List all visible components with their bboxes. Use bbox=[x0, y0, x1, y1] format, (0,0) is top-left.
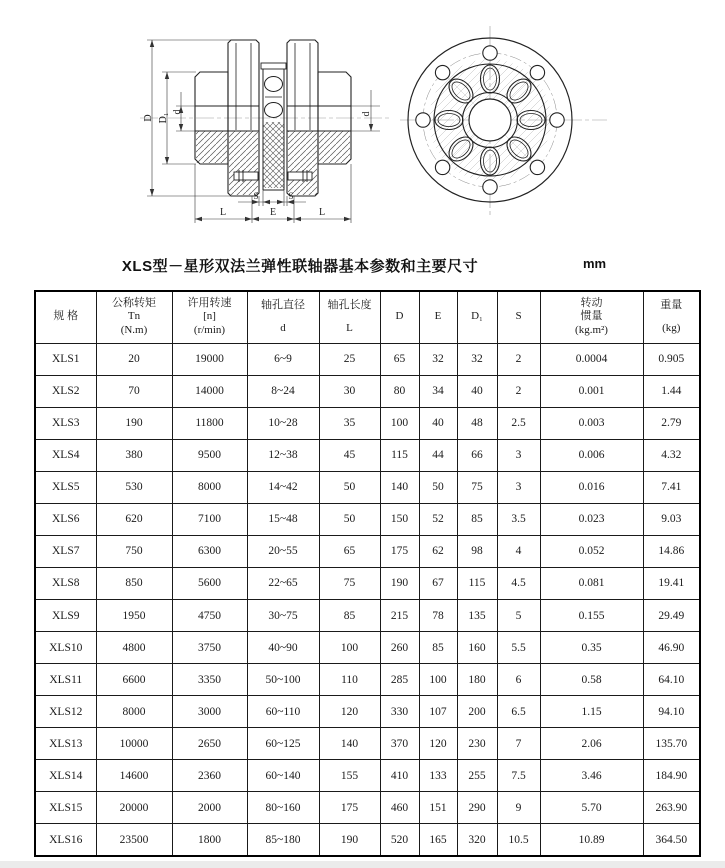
value-cell: 8000 bbox=[96, 696, 172, 728]
value-cell: 65 bbox=[319, 535, 380, 567]
column-header: 轴孔长度 L bbox=[319, 291, 380, 343]
value-cell: 255 bbox=[457, 760, 497, 792]
spec-cell: XLS4 bbox=[35, 439, 96, 471]
value-cell: 6~9 bbox=[247, 343, 319, 375]
value-cell: 10000 bbox=[96, 728, 172, 760]
value-cell: 133 bbox=[419, 760, 457, 792]
value-cell: 35 bbox=[319, 407, 380, 439]
value-cell: 45 bbox=[319, 439, 380, 471]
value-cell: 40 bbox=[419, 407, 457, 439]
table-row bbox=[35, 792, 700, 824]
value-cell: 12~38 bbox=[247, 439, 319, 471]
value-cell: 8000 bbox=[172, 471, 247, 503]
value-cell: 10~28 bbox=[247, 407, 319, 439]
value-cell: 0.155 bbox=[540, 600, 643, 632]
value-cell: 4800 bbox=[96, 632, 172, 664]
value-cell: 290 bbox=[457, 792, 497, 824]
table-row bbox=[35, 632, 700, 664]
value-cell: 40~90 bbox=[247, 632, 319, 664]
value-cell: 135 bbox=[457, 600, 497, 632]
value-cell: 80~160 bbox=[247, 792, 319, 824]
value-cell: 7100 bbox=[172, 503, 247, 535]
spec-cell: XLS9 bbox=[35, 600, 96, 632]
value-cell: 100 bbox=[419, 664, 457, 696]
front-view bbox=[400, 26, 607, 216]
value-cell: 2 bbox=[497, 343, 540, 375]
value-cell: 0.58 bbox=[540, 664, 643, 696]
value-cell: 20000 bbox=[96, 792, 172, 824]
page-title: XLS型－星形双法兰弹性联轴器基本参数和主要尺寸 bbox=[121, 258, 479, 275]
value-cell: 530 bbox=[96, 471, 172, 503]
dim-label-E: E bbox=[269, 207, 277, 218]
value-cell: 10.89 bbox=[540, 824, 643, 856]
value-cell: 2.79 bbox=[643, 407, 700, 439]
value-cell: 60~110 bbox=[247, 696, 319, 728]
value-cell: 7.5 bbox=[497, 760, 540, 792]
dim-label-S-left: S bbox=[253, 191, 259, 201]
value-cell: 215 bbox=[380, 600, 419, 632]
value-cell: 66 bbox=[457, 439, 497, 471]
value-cell: 1800 bbox=[172, 824, 247, 856]
column-header: D bbox=[380, 291, 419, 343]
value-cell: 460 bbox=[380, 792, 419, 824]
table-row bbox=[35, 407, 700, 439]
value-cell: 175 bbox=[380, 535, 419, 567]
value-cell: 120 bbox=[319, 696, 380, 728]
value-cell: 190 bbox=[96, 407, 172, 439]
value-cell: 0.023 bbox=[540, 503, 643, 535]
value-cell: 4.32 bbox=[643, 439, 700, 471]
value-cell: 85~180 bbox=[247, 824, 319, 856]
value-cell: 5.70 bbox=[540, 792, 643, 824]
value-cell: 620 bbox=[96, 503, 172, 535]
value-cell: 4 bbox=[497, 535, 540, 567]
spec-cell: XLS5 bbox=[35, 471, 96, 503]
value-cell: 75 bbox=[319, 567, 380, 599]
value-cell: 22~65 bbox=[247, 567, 319, 599]
value-cell: 14600 bbox=[96, 760, 172, 792]
value-cell: 25 bbox=[319, 343, 380, 375]
value-cell: 175 bbox=[319, 792, 380, 824]
table-header-row bbox=[35, 291, 700, 343]
table-row bbox=[35, 728, 700, 760]
table-row bbox=[35, 567, 700, 599]
spec-cell: XLS7 bbox=[35, 535, 96, 567]
value-cell: 5600 bbox=[172, 567, 247, 599]
value-cell: 520 bbox=[380, 824, 419, 856]
value-cell: 151 bbox=[419, 792, 457, 824]
spec-cell: XLS11 bbox=[35, 664, 96, 696]
value-cell: 23500 bbox=[96, 824, 172, 856]
spec-table bbox=[34, 290, 701, 857]
value-cell: 6.5 bbox=[497, 696, 540, 728]
spec-cell: XLS1 bbox=[35, 343, 96, 375]
table-row bbox=[35, 375, 700, 407]
value-cell: 14~42 bbox=[247, 471, 319, 503]
value-cell: 3 bbox=[497, 439, 540, 471]
value-cell: 2000 bbox=[172, 792, 247, 824]
column-header: 许用转速 [n] (r/min) bbox=[172, 291, 247, 343]
dim-label-d-right: d bbox=[361, 111, 372, 117]
value-cell: 20 bbox=[96, 343, 172, 375]
value-cell: 3 bbox=[497, 471, 540, 503]
value-cell: 110 bbox=[319, 664, 380, 696]
value-cell: 285 bbox=[380, 664, 419, 696]
value-cell: 330 bbox=[380, 696, 419, 728]
value-cell: 50 bbox=[319, 503, 380, 535]
value-cell: 34 bbox=[419, 375, 457, 407]
value-cell: 9500 bbox=[172, 439, 247, 471]
value-cell: 1.44 bbox=[643, 375, 700, 407]
technical-drawing bbox=[0, 0, 725, 250]
value-cell: 0.006 bbox=[540, 439, 643, 471]
dim-label-S-right: S bbox=[288, 191, 294, 201]
value-cell: 60~140 bbox=[247, 760, 319, 792]
value-cell: 2.06 bbox=[540, 728, 643, 760]
spec-cell: XLS2 bbox=[35, 375, 96, 407]
value-cell: 10.5 bbox=[497, 824, 540, 856]
value-cell: 230 bbox=[457, 728, 497, 760]
value-cell: 115 bbox=[457, 567, 497, 599]
value-cell: 2650 bbox=[172, 728, 247, 760]
table-row bbox=[35, 439, 700, 471]
spec-cell: XLS15 bbox=[35, 792, 96, 824]
value-cell: 190 bbox=[319, 824, 380, 856]
value-cell: 15~48 bbox=[247, 503, 319, 535]
value-cell: 14.86 bbox=[643, 535, 700, 567]
column-header: 重量 (kg) bbox=[643, 291, 700, 343]
value-cell: 0.016 bbox=[540, 471, 643, 503]
value-cell: 60~125 bbox=[247, 728, 319, 760]
table-row bbox=[35, 664, 700, 696]
value-cell: 1.15 bbox=[540, 696, 643, 728]
dim-label-d-left: d bbox=[172, 109, 183, 115]
value-cell: 6 bbox=[497, 664, 540, 696]
value-cell: 100 bbox=[319, 632, 380, 664]
value-cell: 6600 bbox=[96, 664, 172, 696]
value-cell: 364.50 bbox=[643, 824, 700, 856]
value-cell: 184.90 bbox=[643, 760, 700, 792]
column-header: 转动 惯量 (kg.m²) bbox=[540, 291, 643, 343]
value-cell: 75 bbox=[457, 471, 497, 503]
spec-cell: XLS10 bbox=[35, 632, 96, 664]
cross-section-view bbox=[140, 40, 390, 223]
value-cell: 1950 bbox=[96, 600, 172, 632]
spec-cell: XLS14 bbox=[35, 760, 96, 792]
value-cell: 5 bbox=[497, 600, 540, 632]
column-header: 规 格 bbox=[35, 291, 96, 343]
value-cell: 370 bbox=[380, 728, 419, 760]
value-cell: 0.35 bbox=[540, 632, 643, 664]
value-cell: 850 bbox=[96, 567, 172, 599]
value-cell: 48 bbox=[457, 407, 497, 439]
value-cell: 9.03 bbox=[643, 503, 700, 535]
value-cell: 62 bbox=[419, 535, 457, 567]
value-cell: 30 bbox=[319, 375, 380, 407]
value-cell: 29.49 bbox=[643, 600, 700, 632]
value-cell: 50 bbox=[319, 471, 380, 503]
value-cell: 50~100 bbox=[247, 664, 319, 696]
value-cell: 190 bbox=[380, 567, 419, 599]
value-cell: 0.081 bbox=[540, 567, 643, 599]
column-header: S bbox=[497, 291, 540, 343]
column-header: E bbox=[419, 291, 457, 343]
value-cell: 3.46 bbox=[540, 760, 643, 792]
value-cell: 94.10 bbox=[643, 696, 700, 728]
dim-label-L-right: L bbox=[318, 207, 326, 218]
value-cell: 0.001 bbox=[540, 375, 643, 407]
value-cell: 19.41 bbox=[643, 567, 700, 599]
value-cell: 180 bbox=[457, 664, 497, 696]
column-header: D₁ bbox=[457, 291, 497, 343]
value-cell: 6300 bbox=[172, 535, 247, 567]
value-cell: 115 bbox=[380, 439, 419, 471]
value-cell: 32 bbox=[419, 343, 457, 375]
value-cell: 2.5 bbox=[497, 407, 540, 439]
table-row bbox=[35, 535, 700, 567]
spec-cell: XLS16 bbox=[35, 824, 96, 856]
value-cell: 165 bbox=[419, 824, 457, 856]
value-cell: 52 bbox=[419, 503, 457, 535]
column-header: 轴孔直径 d bbox=[247, 291, 319, 343]
value-cell: 30~75 bbox=[247, 600, 319, 632]
value-cell: 3.5 bbox=[497, 503, 540, 535]
value-cell: 100 bbox=[380, 407, 419, 439]
value-cell: 19000 bbox=[172, 343, 247, 375]
value-cell: 85 bbox=[319, 600, 380, 632]
value-cell: 64.10 bbox=[643, 664, 700, 696]
unit-label: mm bbox=[583, 256, 607, 271]
value-cell: 2360 bbox=[172, 760, 247, 792]
value-cell: 4750 bbox=[172, 600, 247, 632]
value-cell: 260 bbox=[380, 632, 419, 664]
value-cell: 46.90 bbox=[643, 632, 700, 664]
value-cell: 11800 bbox=[172, 407, 247, 439]
value-cell: 140 bbox=[380, 471, 419, 503]
table-body bbox=[35, 343, 700, 856]
value-cell: 78 bbox=[419, 600, 457, 632]
value-cell: 200 bbox=[457, 696, 497, 728]
value-cell: 120 bbox=[419, 728, 457, 760]
value-cell: 50 bbox=[419, 471, 457, 503]
spec-cell: XLS6 bbox=[35, 503, 96, 535]
value-cell: 7.41 bbox=[643, 471, 700, 503]
table-row bbox=[35, 696, 700, 728]
value-cell: 85 bbox=[419, 632, 457, 664]
value-cell: 0.0004 bbox=[540, 343, 643, 375]
value-cell: 0.003 bbox=[540, 407, 643, 439]
value-cell: 135.70 bbox=[643, 728, 700, 760]
value-cell: 320 bbox=[457, 824, 497, 856]
value-cell: 67 bbox=[419, 567, 457, 599]
table-row bbox=[35, 600, 700, 632]
value-cell: 85 bbox=[457, 503, 497, 535]
value-cell: 107 bbox=[419, 696, 457, 728]
dim-label-L-left: L bbox=[219, 207, 227, 218]
table-row bbox=[35, 503, 700, 535]
value-cell: 9 bbox=[497, 792, 540, 824]
value-cell: 14000 bbox=[172, 375, 247, 407]
value-cell: 0.905 bbox=[643, 343, 700, 375]
bottom-strip bbox=[0, 861, 725, 868]
value-cell: 380 bbox=[96, 439, 172, 471]
spec-cell: XLS13 bbox=[35, 728, 96, 760]
value-cell: 3750 bbox=[172, 632, 247, 664]
dim-label-D1: D₁ bbox=[158, 112, 169, 124]
value-cell: 8~24 bbox=[247, 375, 319, 407]
value-cell: 140 bbox=[319, 728, 380, 760]
value-cell: 3000 bbox=[172, 696, 247, 728]
spec-cell: XLS12 bbox=[35, 696, 96, 728]
value-cell: 150 bbox=[380, 503, 419, 535]
spec-cell: XLS3 bbox=[35, 407, 96, 439]
value-cell: 7 bbox=[497, 728, 540, 760]
table-row bbox=[35, 824, 700, 856]
value-cell: 0.052 bbox=[540, 535, 643, 567]
value-cell: 263.90 bbox=[643, 792, 700, 824]
value-cell: 2 bbox=[497, 375, 540, 407]
value-cell: 40 bbox=[457, 375, 497, 407]
value-cell: 44 bbox=[419, 439, 457, 471]
value-cell: 20~55 bbox=[247, 535, 319, 567]
dim-label-D: D bbox=[143, 114, 154, 122]
value-cell: 155 bbox=[319, 760, 380, 792]
value-cell: 32 bbox=[457, 343, 497, 375]
table-row bbox=[35, 343, 700, 375]
value-cell: 3350 bbox=[172, 664, 247, 696]
value-cell: 160 bbox=[457, 632, 497, 664]
value-cell: 80 bbox=[380, 375, 419, 407]
value-cell: 750 bbox=[96, 535, 172, 567]
value-cell: 4.5 bbox=[497, 567, 540, 599]
column-header: 公称转矩 Tn (N.m) bbox=[96, 291, 172, 343]
value-cell: 65 bbox=[380, 343, 419, 375]
value-cell: 410 bbox=[380, 760, 419, 792]
value-cell: 70 bbox=[96, 375, 172, 407]
spec-cell: XLS8 bbox=[35, 567, 96, 599]
table-row bbox=[35, 760, 700, 792]
value-cell: 5.5 bbox=[497, 632, 540, 664]
table-row bbox=[35, 471, 700, 503]
value-cell: 98 bbox=[457, 535, 497, 567]
